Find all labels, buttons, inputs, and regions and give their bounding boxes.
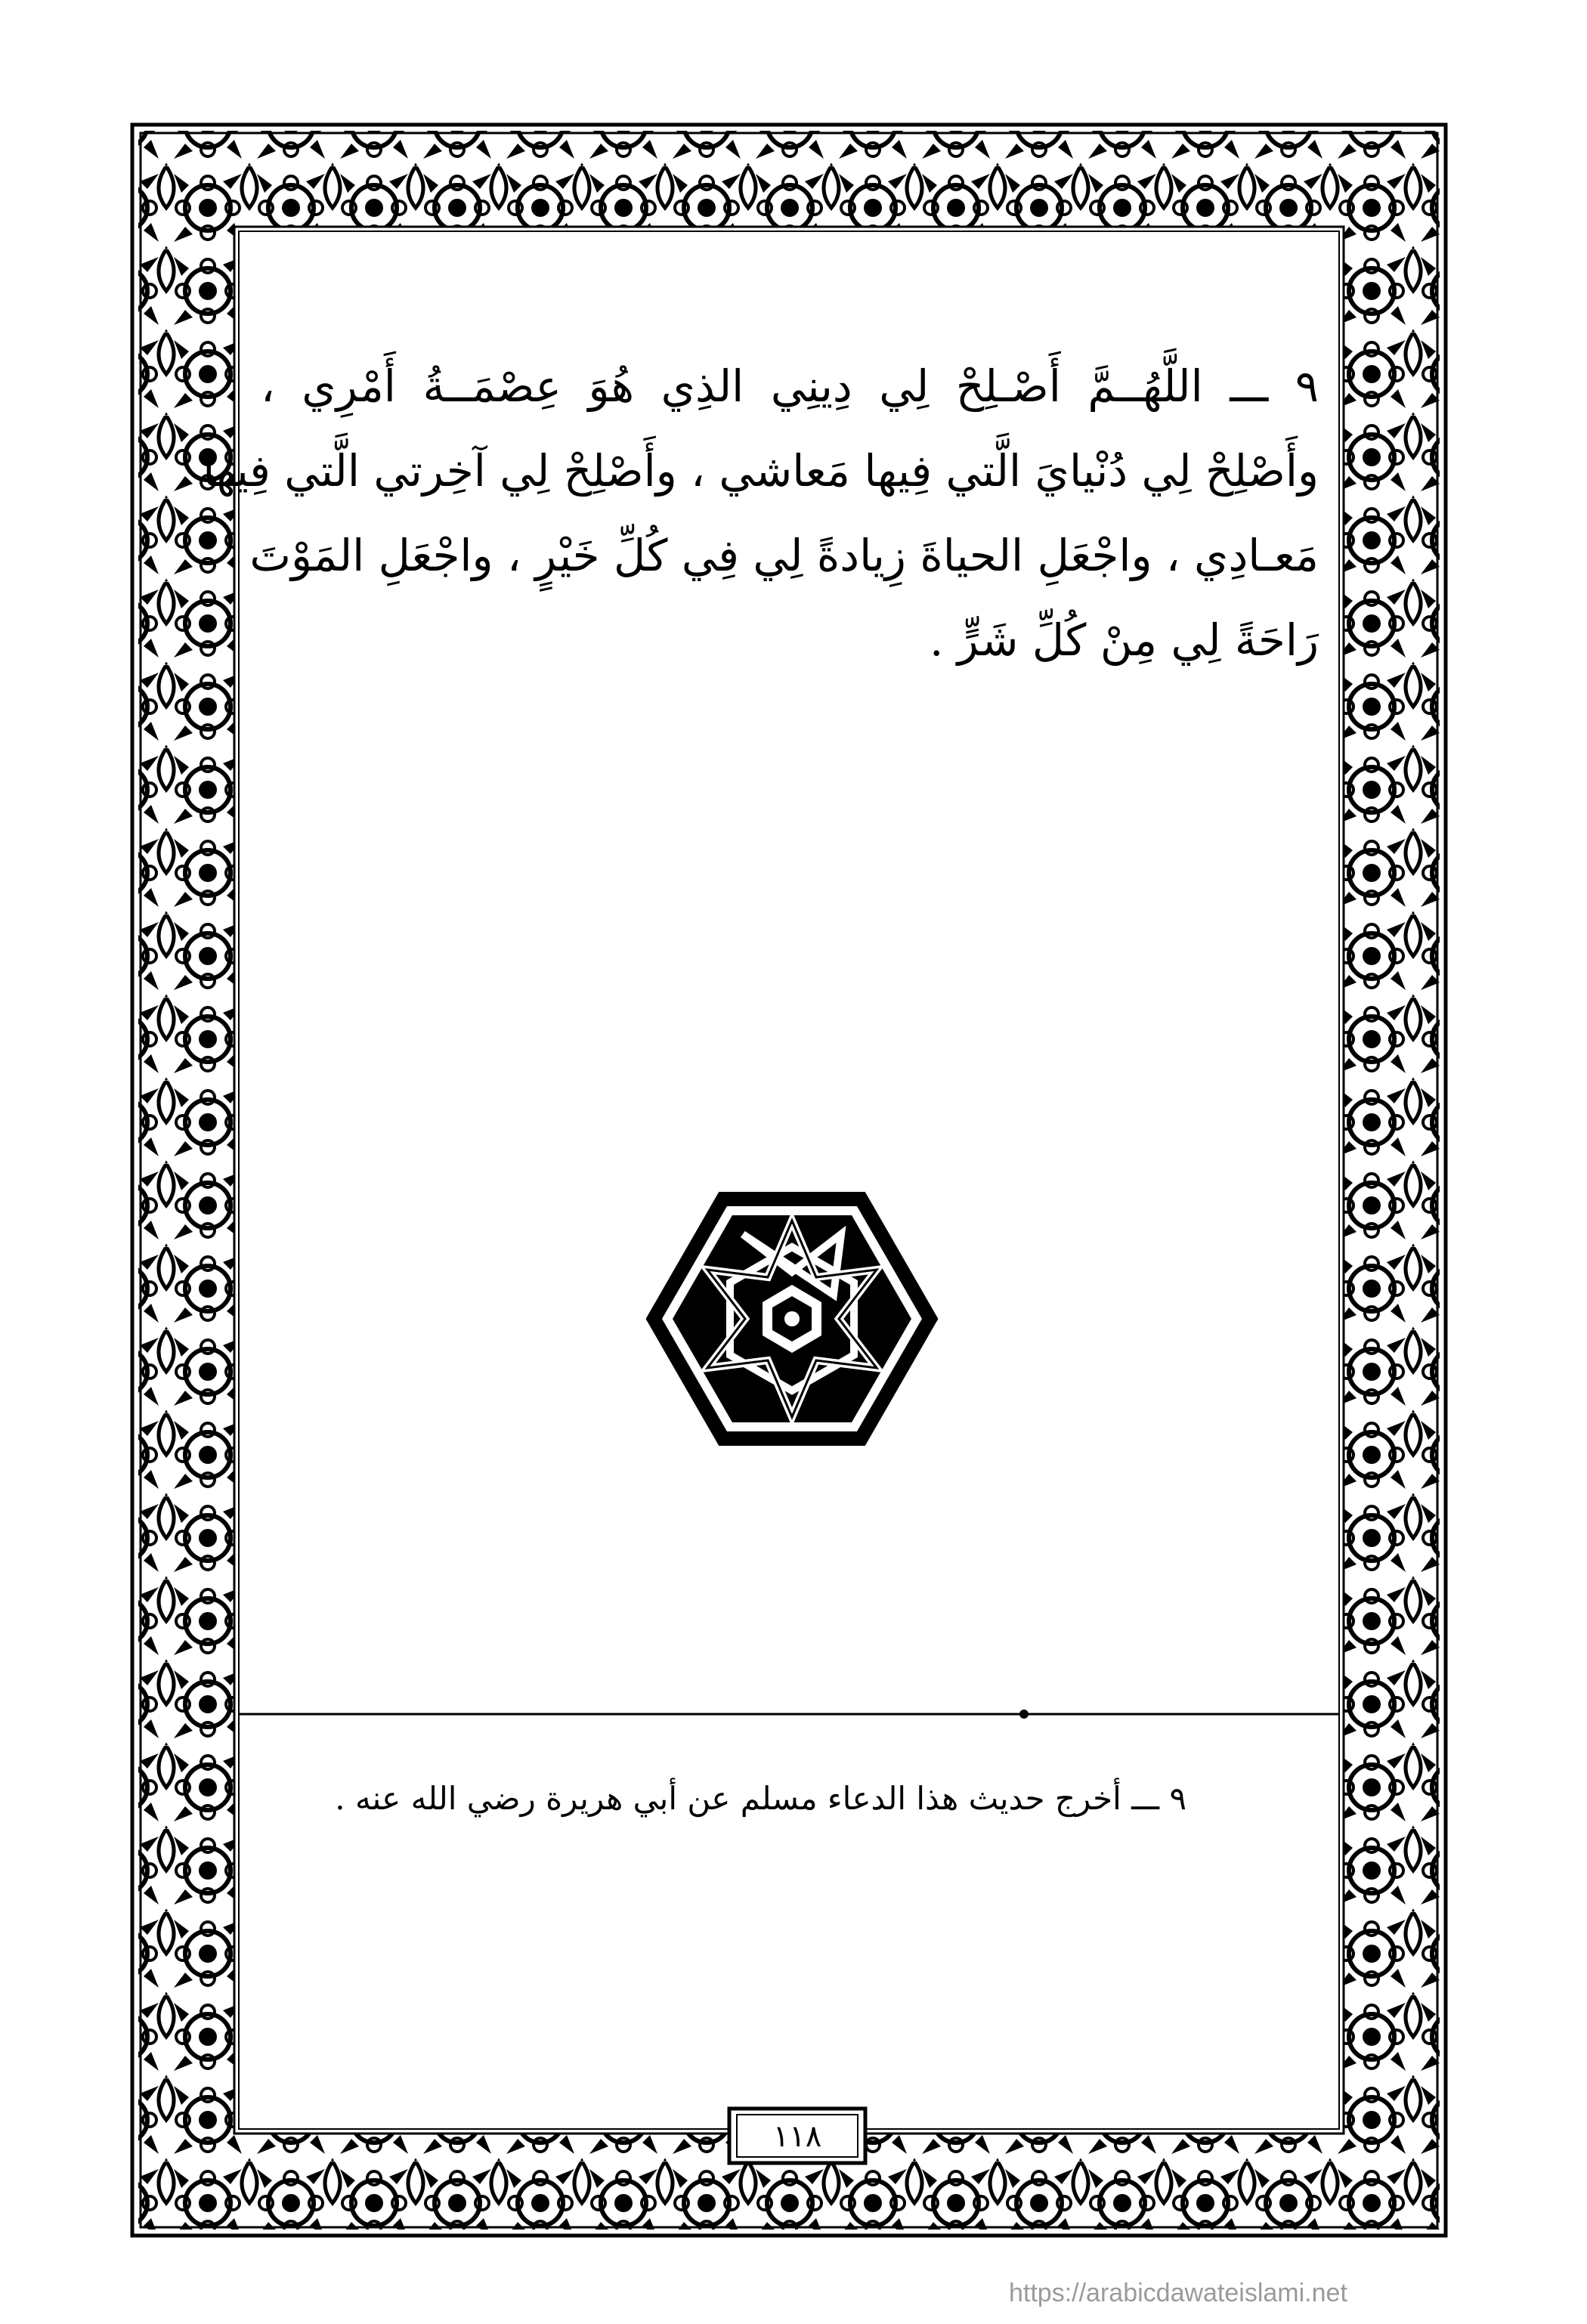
page-number: ١١٨ bbox=[772, 2119, 822, 2154]
prayer-line: وأَصْلِحْ لِي دُنْيايَ الَّتي فِيها مَعاشي ، وأَصْلِحْ لِي آخِرتي الَّتي فِيها bbox=[203, 445, 1319, 497]
footnote: ٩ ـــ أخرج حديث هذا الدعاء مسلم عن أبي هريرة رضي الله عنه . bbox=[335, 1780, 1186, 1817]
prayer-line: ٩ ـــ اللَّهُــمَّ أَصْـلِحْ لِي دِينِي الذِي هُوَ عِصْمَــةُ أَمْرِي ، bbox=[261, 361, 1319, 412]
prayer-line: مَعـادِي ، واجْعَلِ الحياةَ زِيادةً لِي فِي كُلِّ خَيْرٍ ، واجْعَلِ المَوْتَ bbox=[249, 530, 1319, 581]
prayer-text bbox=[203, 344, 1319, 682]
prayer-line: رَاحَةً لِي مِنْ كُلِّ شَرٍّ . bbox=[929, 614, 1319, 666]
watermark-url: https://arabicdawateislami.net bbox=[1009, 2279, 1347, 2307]
